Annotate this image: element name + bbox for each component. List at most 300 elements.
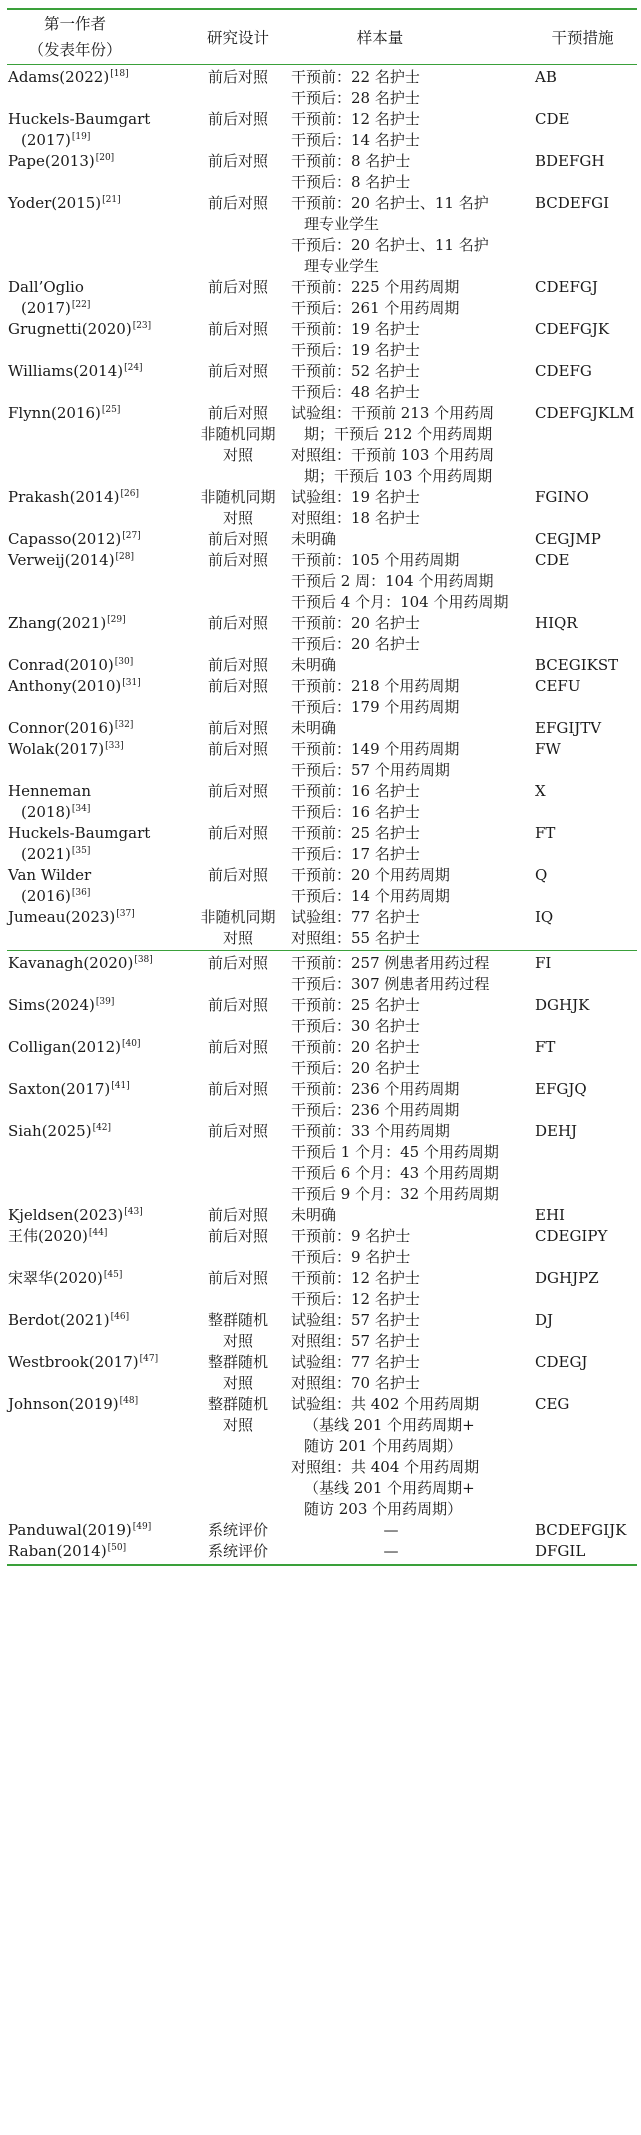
intervention-cell [535,655,635,676]
reference-number: [39] [95,997,115,1007]
table-row [0,319,641,361]
design-line: 前后对照 [207,530,268,548]
sample-line: （基线 201 个用药周期+ [304,1479,475,1497]
design-cell [178,907,298,949]
design-cell [178,1121,298,1142]
design-line: 前后对照 [207,954,268,972]
design-cell [178,823,298,844]
intervention-cell [535,718,635,739]
sample-cell [291,995,531,1037]
intervention-cell [535,109,635,130]
design-cell [178,1205,298,1226]
intervention-code: CDEGIPY [535,1227,608,1245]
design-cell [178,319,298,340]
design-line: 系统评价 [207,1521,268,1539]
sample-line: 干预后：30 名护士 [291,1017,420,1035]
sample-cell [291,718,531,739]
design-line: 前后对照 [207,996,268,1014]
sample-cell [291,953,531,995]
author-text: Yoder(2015) [8,194,102,212]
table-row [0,823,641,865]
design-line: 前后对照 [207,110,268,128]
table-row [0,487,641,529]
table-row [0,1205,641,1226]
reference-number: [21] [102,195,121,205]
intervention-cell [535,995,635,1016]
sample-line: 对照组：共 404 个用药周期 [291,1458,480,1476]
intervention-code: DEHJ [535,1122,578,1140]
design-cell [178,1394,298,1436]
design-cell [178,151,298,172]
design-line: 整群随机 [207,1395,268,1413]
design-line: 前后对照 [207,1038,268,1056]
design-line: 非随机同期 [200,488,276,506]
author-text: (2021) [21,845,71,863]
sample-line: 干预前：257 例患者用药过程 [291,954,490,972]
design-cell [178,193,298,214]
sample-line: 干预前：9 名护士 [291,1227,411,1245]
reference-number: [24] [124,363,143,373]
intervention-code: CEGJMP [535,530,601,548]
intervention-cell [535,1541,635,1562]
design-cell [178,1226,298,1247]
intervention-code: CEG [535,1395,570,1413]
intervention-cell [535,953,635,974]
reference-number: [43] [124,1207,143,1217]
design-line: 对照 [222,929,253,947]
intervention-cell [535,67,635,88]
design-cell [178,529,298,550]
author-line [8,319,188,340]
intervention-cell [535,865,635,886]
author-line [8,995,188,1016]
author-line [8,109,188,130]
author-cell [8,823,188,865]
reference-number: [27] [122,531,141,541]
table-row [0,550,641,613]
design-line: 前后对照 [207,320,268,338]
sample-cell [291,151,531,193]
sample-cell [291,865,531,907]
reference-number: [44] [88,1228,108,1238]
header-design: 研究设计 [206,29,269,47]
table-row [0,1352,641,1394]
design-line: 对照 [222,509,253,527]
sample-cell [291,823,531,865]
sample-cell [291,1226,531,1268]
author-text: Saxton(2017) [8,1080,111,1098]
sample-cell [291,1520,491,1541]
author-line [8,844,188,865]
author-cell [8,1541,188,1562]
design-line: 前后对照 [207,677,268,695]
table-row [0,193,641,277]
author-text: Huckels-Baumgart [8,824,151,842]
sample-line: 干预后：307 例患者用药过程 [291,975,490,993]
sample-line: 对照组：55 名护士 [291,929,420,947]
author-cell [8,953,188,974]
sample-line: 对照组：70 名护士 [291,1374,420,1392]
author-line [8,130,188,151]
sample-line: 干预前：218 个用药周期 [291,677,460,695]
sample-line: 随访 201 个用药周期） [304,1437,463,1455]
design-cell [178,865,298,886]
author-cell [8,907,188,928]
design-cell [178,67,298,88]
sample-line: 干预前：25 名护士 [291,824,420,842]
reference-number: [29] [107,615,126,625]
author-text: Verweij(2014) [8,551,115,569]
table-row [0,718,641,739]
sample-line: 干预前：12 名护士 [291,1269,420,1287]
design-cell [178,277,298,298]
design-cell [178,487,298,529]
sample-cell [291,361,531,403]
reference-number: [26] [120,489,139,499]
intervention-cell [535,1268,635,1289]
sample-line: 干预前：12 名护士 [291,110,420,128]
intervention-cell [535,151,635,172]
sample-line: （基线 201 个用药周期+ [304,1416,475,1434]
author-text: Dall’Oglio [8,278,84,296]
sample-line: — [383,1521,399,1539]
sample-line: 干预前：225 个用药周期 [291,278,460,296]
intervention-code: BCDEFGI [535,194,610,212]
author-line [8,1541,188,1562]
reference-number: [38] [134,955,153,965]
sample-line: 随访 203 个用药周期） [304,1500,463,1518]
author-text: Williams(2014) [8,362,124,380]
author-cell [8,995,188,1016]
author-cell [8,865,188,907]
sample-line: 干预后：236 个用药周期 [291,1101,460,1119]
reference-number: [33] [105,741,124,751]
header-author-line2: （发表年份） [28,41,122,59]
reference-number: [23] [132,321,152,331]
sample-line: 干预后 1 个月：45 个用药周期 [291,1143,499,1161]
intervention-cell [535,1037,635,1058]
table-row [0,995,641,1037]
sample-line: 未明确 [291,656,337,674]
reference-number: [42] [92,1123,112,1133]
intervention-code: AB [535,68,557,86]
sample-cell [291,907,531,949]
intervention-cell [535,1205,635,1226]
intervention-code: FGINO [535,488,589,506]
author-text: Berdot(2021) [8,1311,110,1329]
author-cell [8,1352,188,1373]
design-cell [178,1541,298,1562]
reference-number: [46] [110,1312,130,1322]
sample-line: 未明确 [291,530,337,548]
author-text: Jumeau(2023) [8,908,116,926]
author-line [8,361,188,382]
intervention-code: CDEFGJKLM [535,404,635,422]
design-line: 对照 [222,1374,253,1392]
intervention-cell [535,1352,635,1373]
sample-line: 干预前：149 个用药周期 [291,740,460,758]
design-line: 对照 [222,1416,253,1434]
sample-line: 干预前：33 个用药周期 [291,1122,450,1140]
table-row [0,529,641,550]
intervention-cell [535,739,635,760]
reference-number: [18] [110,69,129,79]
author-line [8,529,188,550]
author-text: Henneman [8,782,91,800]
reference-number: [35] [71,846,91,856]
intervention-code: FW [535,740,561,758]
author-cell [8,739,188,760]
table-row [0,907,641,949]
intervention-code: BDEFGH [535,152,605,170]
author-text: (2018) [21,803,71,821]
author-line [8,655,188,676]
table-row [0,865,641,907]
sample-line: 干预前：16 名护士 [291,782,420,800]
sample-line: 干预后：57 个用药周期 [291,761,450,779]
reference-number: [45] [103,1270,123,1280]
author-line [8,550,188,571]
author-text: Sims(2024) [8,996,95,1014]
design-cell [178,109,298,130]
author-line [8,1268,188,1289]
author-cell [8,1121,188,1142]
author-line [8,1205,188,1226]
author-line [8,1352,188,1373]
author-text: Pape(2013) [8,152,95,170]
intervention-code: FT [535,824,556,842]
design-cell [178,1268,298,1289]
design-line: 整群随机 [207,1311,268,1329]
intervention-cell [535,529,635,550]
sample-line: 干预后：28 名护士 [291,89,420,107]
sample-line: 干预前：20 个用药周期 [291,866,450,884]
sample-line: 干预后：9 名护士 [291,1248,411,1266]
header-intervention: 干预措施 [551,29,614,47]
sample-line: 对照组：干预前 103 个用药周 [291,446,495,464]
sample-line: 干预后：17 名护士 [291,845,420,863]
sample-line: 干预后：19 名护士 [291,341,420,359]
sample-line: 干预后：12 名护士 [291,1290,420,1308]
sample-line: 干预后：20 名护士 [291,1059,420,1077]
intervention-cell [535,613,635,634]
author-line [8,1037,188,1058]
intervention-cell [535,1226,635,1247]
sample-cell [291,403,531,487]
intervention-code: CDE [535,551,570,569]
intervention-code: X [535,782,546,800]
author-line [8,802,188,823]
sample-line: 试验组：共 402 个用药周期 [291,1395,480,1413]
author-line [8,613,188,634]
author-line [8,907,188,928]
sample-line: 干预前：236 个用药周期 [291,1080,460,1098]
table-row [0,1037,641,1079]
bottom-rule [7,1564,637,1566]
author-cell [8,529,188,550]
intervention-cell [535,1520,635,1541]
design-line: 整群随机 [207,1353,268,1371]
intervention-code: EFGJQ [535,1080,587,1098]
intervention-cell [535,319,635,340]
author-text: Kjeldsen(2023) [8,1206,124,1224]
intervention-cell [535,781,635,802]
table-row [0,1520,641,1541]
sample-line: 干预后：20 名护士 [291,635,420,653]
sample-line: 期；干预后 212 个用药周期 [304,425,493,443]
author-text: 宋翠华(2020) [8,1269,103,1287]
design-cell [178,1079,298,1100]
sample-line: 干预后：20 名护士、11 名护 [291,236,489,254]
design-line: 前后对照 [207,152,268,170]
author-cell [8,1226,188,1247]
author-line [8,1079,188,1100]
author-text: Connor(2016) [8,719,114,737]
reference-number: [28] [115,552,135,562]
sample-line: 干预后：14 个用药周期 [291,887,450,905]
sample-cell [291,1205,531,1226]
sample-line: 试验组：77 名护士 [291,1353,420,1371]
reference-number: [48] [119,1396,139,1406]
author-line [8,865,188,886]
sample-line: 干预后 2 周：104 个用药周期 [291,572,494,590]
sample-cell [291,319,531,361]
design-cell [178,1352,298,1394]
design-cell [178,361,298,382]
page-break-rule [7,950,637,951]
intervention-code: FI [535,954,552,972]
design-cell [178,995,298,1016]
author-text: Zhang(2021) [8,614,107,632]
intervention-code: CDE [535,110,570,128]
design-cell [178,1310,298,1352]
intervention-code: CDEFG [535,362,592,380]
author-cell [8,361,188,382]
author-cell [8,1205,188,1226]
table-row [0,676,641,718]
design-line: 前后对照 [207,782,268,800]
table-row [0,1079,641,1121]
author-line [8,718,188,739]
design-line: 前后对照 [207,740,268,758]
author-text: Raban(2014) [8,1542,107,1560]
intervention-code: EFGIJTV [535,719,602,737]
design-cell [178,953,298,974]
reference-number: [31] [122,678,141,688]
intervention-code: IQ [535,908,554,926]
sample-line: 干预后：14 名护士 [291,131,420,149]
author-text: Anthony(2010) [8,677,122,695]
sample-cell [291,109,531,151]
design-line: 前后对照 [207,278,268,296]
author-text: (2017) [21,131,71,149]
author-line [8,298,188,319]
author-line [8,151,188,172]
reference-number: [19] [71,132,91,142]
author-cell [8,1079,188,1100]
sample-cell [291,1121,531,1205]
design-cell [178,781,298,802]
sample-line: 干预后：48 名护士 [291,383,420,401]
author-text: Johnson(2019) [8,1395,119,1413]
author-line [8,886,188,907]
sample-cell [291,487,531,529]
table-row [0,1394,641,1520]
sample-line: 干预前：20 名护士 [291,1038,420,1056]
author-cell [8,1394,188,1415]
sample-cell [291,655,531,676]
intervention-cell [535,1079,635,1100]
design-line: 对照 [222,446,253,464]
reference-number: [25] [101,405,121,415]
author-cell [8,1520,188,1541]
table-row [0,1310,641,1352]
author-text: Van Wilder [8,866,92,884]
author-cell [8,718,188,739]
intervention-cell [535,907,635,928]
reference-number: [50] [107,1543,127,1553]
design-cell [178,1520,298,1541]
author-line [8,1226,188,1247]
design-line: 非随机同期 [200,908,276,926]
intervention-cell [535,550,635,571]
intervention-cell [535,277,635,298]
reference-number: [22] [71,300,91,310]
sample-line: 理专业学生 [304,257,380,275]
author-text: 王伟(2020) [8,1227,88,1245]
author-cell [8,655,188,676]
author-cell [8,1310,188,1331]
sample-line: 干预前：20 名护士 [291,614,420,632]
table-row [0,361,641,403]
sample-cell [291,613,531,655]
reference-number: [47] [139,1354,159,1364]
author-line [8,1394,188,1415]
design-line: 前后对照 [207,614,268,632]
author-cell [8,550,188,571]
author-cell [8,613,188,634]
intervention-code: DGHJPZ [535,1269,599,1287]
sample-line: 干预前：105 个用药周期 [291,551,460,569]
design-cell [178,718,298,739]
author-text: Kavanagh(2020) [8,954,134,972]
author-text: (2017) [21,299,71,317]
author-cell [8,487,188,508]
sample-cell [291,1394,531,1520]
sample-line: 试验组：57 名护士 [291,1311,420,1329]
reference-number: [34] [71,804,91,814]
table-row [0,1541,641,1562]
reference-number: [37] [116,909,135,919]
sample-cell [291,550,531,613]
intervention-code: CDEFGJK [535,320,610,338]
intervention-cell [535,1121,635,1142]
author-cell [8,1268,188,1289]
intervention-code: Q [535,866,548,884]
table-row [0,613,641,655]
author-line [8,1121,188,1142]
header-sample: 样本量 [356,29,404,47]
author-line [8,403,188,424]
author-line [8,1520,188,1541]
intervention-code: DJ [535,1311,554,1329]
author-line [8,277,188,298]
table-row [0,403,641,487]
author-text: Grugnetti(2020) [8,320,132,338]
sample-line: 理专业学生 [304,215,380,233]
header-author-line1: 第一作者 [43,15,106,33]
intervention-code: CDEFGJ [535,278,598,296]
